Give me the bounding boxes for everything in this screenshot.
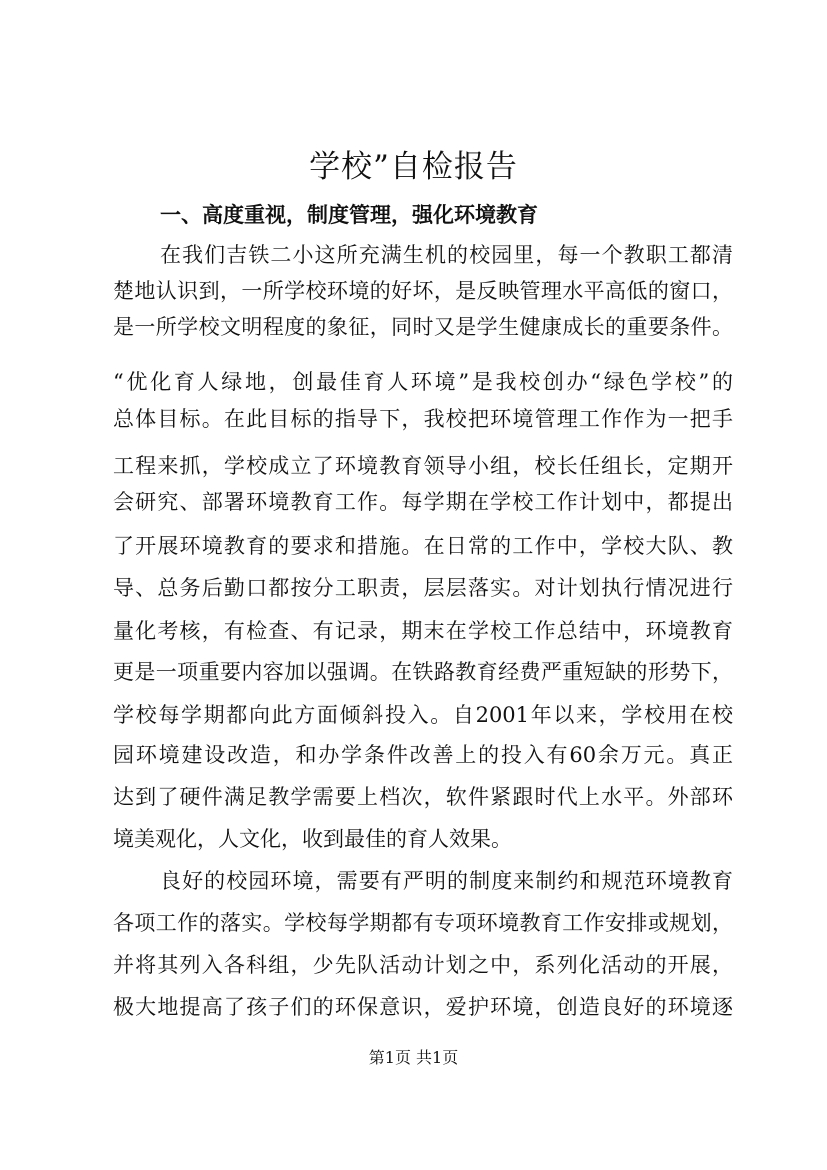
- paragraph-line: 会研究、部署环境教育工作。每学期在学校工作计划中，都提出: [113, 490, 733, 514]
- paragraph-line: 良好的校园环境，需要有严明的制度来制约和规范环境教育: [160, 869, 733, 893]
- paragraph-line: 在我们吉铁二小这所充满生机的校园里，每一个教职工都清: [160, 243, 733, 267]
- paragraph-line: 是一所学校文明程度的象征，同时又是学生健康成长的重要条件。: [113, 315, 733, 339]
- paragraph-line: 总体目标。在此目标的指导下，我校把环境管理工作作为一把手: [113, 407, 733, 431]
- paragraph-line: 学校每学期都向此方面倾斜投入。自2001年以来，学校用在校: [113, 703, 733, 727]
- paragraph-line: 并将其列入各科组，少先队活动计划之中，系列化活动的开展，: [113, 953, 733, 977]
- paragraph-line: 极大地提高了孩子们的环保意识，爱护环境，创造良好的环境逐: [113, 995, 733, 1019]
- paragraph-line: 达到了硬件满足教学需要上档次，软件紧跟时代上水平。外部环: [113, 785, 733, 809]
- section-heading: 一、高度重视，制度管理，强化环境教育: [160, 202, 538, 227]
- paragraph-line: 量化考核，有检查、有记录，期末在学校工作总结中，环境教育: [113, 619, 733, 643]
- paragraph-line: 楚地认识到，一所学校环境的好坏，是反映管理水平高低的窗口，: [113, 279, 733, 303]
- paragraph-line: 更是一项重要内容加以强调。在铁路教育经费严重短缺的形势下，: [113, 660, 733, 684]
- paragraph-line: 了开展环境教育的要求和措施。在日常的工作中，学校大队、教: [113, 534, 733, 558]
- page-footer: 第1页 共1页: [368, 1048, 459, 1067]
- paragraph-line: 导、总务后勤口都按分工职责，层层落实。对计划执行情况进行: [113, 576, 733, 600]
- paragraph-line: 工程来抓，学校成立了环境教育领导小组，校长任组长，定期开: [113, 454, 733, 478]
- paragraph-line: 境美观化，人文化，收到最佳的育人效果。: [113, 827, 512, 851]
- paragraph-line: 各项工作的落实。学校每学期都有专项环境教育工作安排或规划，: [113, 911, 733, 935]
- paragraph-line: 园环境建设改造，和办学条件改善上的投入有60余万元。真正: [113, 743, 733, 767]
- paragraph-line: “优化育人绿地，创最佳育人环境”是我校创办“绿色学校”的: [113, 370, 733, 394]
- document-title: 学校”自检报告: [309, 149, 518, 185]
